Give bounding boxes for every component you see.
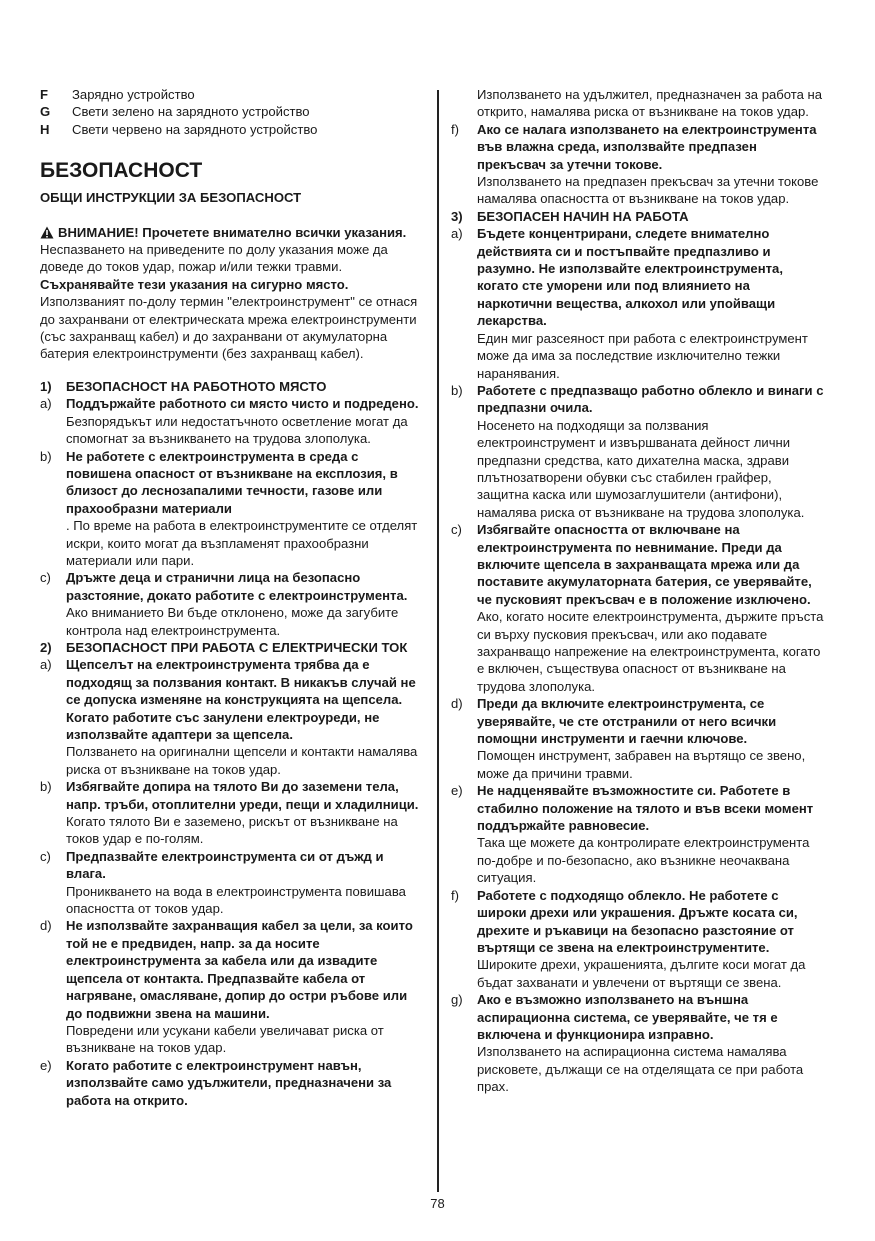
list-item xyxy=(40,448,425,570)
continued-item xyxy=(451,86,826,121)
legend-item xyxy=(40,121,425,138)
item-letter: f) xyxy=(451,121,459,137)
item-text xyxy=(66,448,425,570)
item-plain-text: Използването на аспирационна система намалява рисковете, дължащи се на отделящата се при работа прах. xyxy=(477,1044,804,1095)
list-item xyxy=(451,121,826,208)
item-text xyxy=(477,225,826,382)
list-item xyxy=(40,848,425,918)
item-text xyxy=(477,695,826,782)
item-letter: c) xyxy=(40,848,51,864)
item-text xyxy=(477,521,826,695)
legend-item xyxy=(40,86,425,103)
warning-block xyxy=(40,224,425,363)
item-letter: a) xyxy=(40,396,52,412)
section-title: БЕЗОПАСНОСТ ПРИ РАБОТА С ЕЛЕКТРИЧЕСКИ ТОК xyxy=(66,639,408,655)
list-item xyxy=(451,782,826,886)
item-plain-text: Един миг разсеяност при работа с електроинструмент може да има за последствие изключително тежки наранявания. xyxy=(477,330,808,381)
item-plain-text: Ползването на оригинални щепсели и контакти намалява риска от възникване на токов удар. xyxy=(66,744,418,777)
item-letter: e) xyxy=(451,783,463,799)
page-title: БЕЗОПАСНОСТ xyxy=(40,159,203,183)
item-bold-text: Предпазвайте електроинструмента си от дъжд и влага. xyxy=(66,848,384,882)
item-letter: c) xyxy=(40,570,51,586)
continued-text: Използването на удължител, предназначен за работа на открито, намалява риска от възникване на токов удар. xyxy=(477,87,823,120)
legend-text: Зарядно устройство xyxy=(72,87,195,102)
list-item xyxy=(451,382,826,521)
item-letter: a) xyxy=(40,657,52,673)
item-text xyxy=(66,1057,425,1109)
list-item xyxy=(40,778,425,848)
item-plain-text: . По време на работа в електроинструментите се отделят искри, които могат да възпламенят прахообразни материали или пари. xyxy=(66,518,418,568)
item-text xyxy=(477,382,826,521)
legend-text: Свети зелено на зарядното устройство xyxy=(72,104,310,120)
item-letter: d) xyxy=(40,918,52,934)
item-bold-text: Не надценявайте възможностите си. Работете в стабилно положение на тялото и във всеки момент поддържайте равновесие. xyxy=(477,783,814,834)
item-bold-text: Избягвайте допира на тялото Ви до заземени тела, напр. тръби, отоплителни уреди, пещи и хладилници. xyxy=(66,779,419,812)
legend-list xyxy=(40,86,425,138)
item-text xyxy=(66,656,425,778)
item-text xyxy=(477,782,826,886)
item-bold-text: Работете с предпазващо работно облекло и винаги с предпазни очила. xyxy=(477,382,824,416)
item-bold-text: Поддържайте работното си място чисто и подредено. xyxy=(66,396,419,412)
warning-bold-1: ВНИМАНИЕ! Прочетете внимателно всички указания. xyxy=(58,224,407,240)
item-bold-text: Ако е възможно използването на външна аспирационна система, се уверявайте, че тя е включена и функционира изправно. xyxy=(477,992,778,1042)
item-bold-text: Не използвайте захранващия кабел за цели, за които той не е предвиден, напр. за да носите електроинструмента за кабела или да извадите щепсела от контакта. Предпазвайте кабела от нагряване, омасляване, допир до остри ръбове или до подвижни звена на машини. xyxy=(66,918,413,1021)
list-item xyxy=(40,1057,425,1109)
item-letter: a) xyxy=(451,226,463,242)
column-divider xyxy=(437,90,439,1192)
section-3-items xyxy=(451,225,826,1095)
left-column xyxy=(40,86,425,1109)
section-title: БЕЗОПАСЕН НАЧИН НА РАБОТА xyxy=(477,208,689,224)
item-bold-text: Преди да включите електроинструмента, се уверявайте, че сте отстранили от него всички помощни инструменти и гаечни ключове. xyxy=(477,696,777,747)
item-text xyxy=(477,991,826,1095)
item-plain-text: Носенето на подходящи за ползвания електроинструмент и извършваната дейност лични предпазни средства, като дихателна маска, здрави плътнозатворени обувки със стабилен грайфер, защитна каска или шумозаглушители (антифони), намалява риска от възникване на трудова злополука. xyxy=(477,417,805,520)
list-item xyxy=(451,521,826,695)
item-bold-text: Не работете с електроинструмента в среда с повишена опасност от възникване на експлозия, в близост до леснозапалими течности, газове или прахообразни материали xyxy=(66,448,398,516)
item-plain-text: Повредени или усукани кабели увеличават риска от възникване на токов удар. xyxy=(66,1022,384,1056)
section-2-items xyxy=(40,656,425,1109)
list-item xyxy=(451,887,826,991)
section-heading-2 xyxy=(40,639,425,656)
section-heading-1 xyxy=(40,378,425,395)
item-plain-text: Помощен инструмент, забравен на въртящо се звено, може да причини травми. xyxy=(477,748,806,781)
list-item xyxy=(40,395,425,447)
list-item xyxy=(451,695,826,782)
item-text xyxy=(66,848,425,918)
item-bold-text: Бъдете концентрирани, следете внимателно действията си и постъпвайте предпазливо и разумно. Не използвайте електроинструмента, когато сте уморени или под влиянието на наркотични вещества, алкохол или упойващи лекарства. xyxy=(477,226,783,329)
item-text xyxy=(66,778,425,848)
section-number: 1) xyxy=(40,378,52,394)
item-letter: f) xyxy=(451,887,459,903)
item-text xyxy=(66,917,425,1056)
item-plain-text: Проникването на вода в електроинструмента повишава опасността от токов удар. xyxy=(66,883,406,917)
item-bold-text: Ако се налага използването на електроинструмента във влажна среда, използвайте предпазен прекъсвач за утечни токове. xyxy=(477,121,817,172)
item-plain-text: Ако вниманието Ви бъде отклонено, може да загубите контрола над електроинструмента. xyxy=(66,605,399,638)
item-bold-text: Щепселът на електроинструмента трябва да е подходящ за ползвания контакт. В никакъв случай не се допуска изменяне на конструкцията на щепсела. Когато работите със занулени електроуреди, не използвайте адаптери за щепсела. xyxy=(66,657,416,742)
item-letter: d) xyxy=(451,696,463,712)
item-text xyxy=(66,569,425,639)
warning-text-1: Неспазването на приведените по долу указания може да доведе до токов удар, пожар и/или тежки травми. xyxy=(40,242,388,275)
legend-key: H xyxy=(40,121,50,137)
item-letter: b) xyxy=(40,779,52,795)
section-2-item-f xyxy=(451,121,826,208)
right-column xyxy=(451,86,826,1096)
item-bold-text: Избягвайте опасността от включване на електроинструмента по невнимание. Преди да включите щепсела в захранващата мрежа или да поставите акумулаторната батерия, се уверявайте, че пусковият прекъсвач е в положение изключено. xyxy=(477,522,812,607)
item-bold-text: Когато работите с електроинструмент навън, използвайте само удължители, предназначени за работа на открито. xyxy=(66,1057,392,1108)
list-item xyxy=(40,656,425,778)
item-plain-text: Когато тялото Ви е заземено, рискът от възникване на токов удар е по-голям. xyxy=(66,814,398,847)
section-number: 2) xyxy=(40,639,52,655)
item-bold-text: Работете с подходящо облекло. Не работете с широки дрехи или украшения. Дръжте косата си, дрехите и ръкавици на безопасно разстояние от въртящи се звена на електроинструментите. xyxy=(477,887,798,955)
section-1-items xyxy=(40,395,425,639)
item-text xyxy=(477,121,826,208)
legend-text: Свети червено на зарядното устройство xyxy=(72,121,318,137)
item-plain-text: Безпорядъкът или недостатъчното осветление могат да спомогнат за възникването на трудова злополука. xyxy=(66,413,408,447)
warning-bold-2: Съхранявайте тези указания на сигурно място. xyxy=(40,276,349,292)
section-title: БЕЗОПАСНОСТ НА РАБОТНОТО МЯСТО xyxy=(66,378,327,394)
item-letter: b) xyxy=(40,448,52,464)
legend-key: F xyxy=(40,87,48,102)
section-number: 3) xyxy=(451,208,463,224)
page-number: 78 xyxy=(430,1196,445,1211)
legend-item xyxy=(40,103,425,120)
item-text xyxy=(477,887,826,991)
item-plain-text: Ако, когато носите електроинструмента, държите пръста си върху пусковия прекъсвач, или ако подавате захранващо напрежение на електроинструмента, когато е включен, съществува опасност от възникване на трудова злополука. xyxy=(477,609,824,694)
item-letter: c) xyxy=(451,522,462,538)
item-letter: g) xyxy=(451,992,463,1008)
list-item xyxy=(40,569,425,639)
list-item xyxy=(451,225,826,382)
page-subtitle: ОБЩИ ИНСТРУКЦИИ ЗА БЕЗОПАСНОСТ xyxy=(40,190,302,206)
item-letter: b) xyxy=(451,382,463,398)
item-bold-text: Дръжте деца и странични лица на безопасно разстояние, докато работите с електроинструмента. xyxy=(66,570,408,603)
item-plain-text: Широките дрехи, украшенията, дългите коси могат да бъдат захванати и увлечени от въртящи се звена. xyxy=(477,957,806,990)
list-item xyxy=(451,991,826,1095)
warning-text-2: Използваният по-долу термин "електроинструмент" се отнася до захранвани от електрическата мрежа електроинструменти (със захранващ кабел) и до захранвани от акумулаторна батерия електроинструменти (без захранващ кабел). xyxy=(40,294,418,362)
item-letter: e) xyxy=(40,1057,52,1073)
item-plain-text: Така ще можете да контролирате електроинструмента по-добре и по-безопасно, ако възникне неочаквана ситуация. xyxy=(477,835,810,886)
item-text xyxy=(66,395,425,447)
warning-triangle-icon xyxy=(40,226,54,239)
legend-key: G xyxy=(40,104,51,120)
section-heading-3 xyxy=(451,208,826,225)
item-plain-text: Използването на предпазен прекъсвач за утечни токове намалява опасността от възникване на токов удар. xyxy=(477,174,819,207)
list-item xyxy=(40,917,425,1056)
